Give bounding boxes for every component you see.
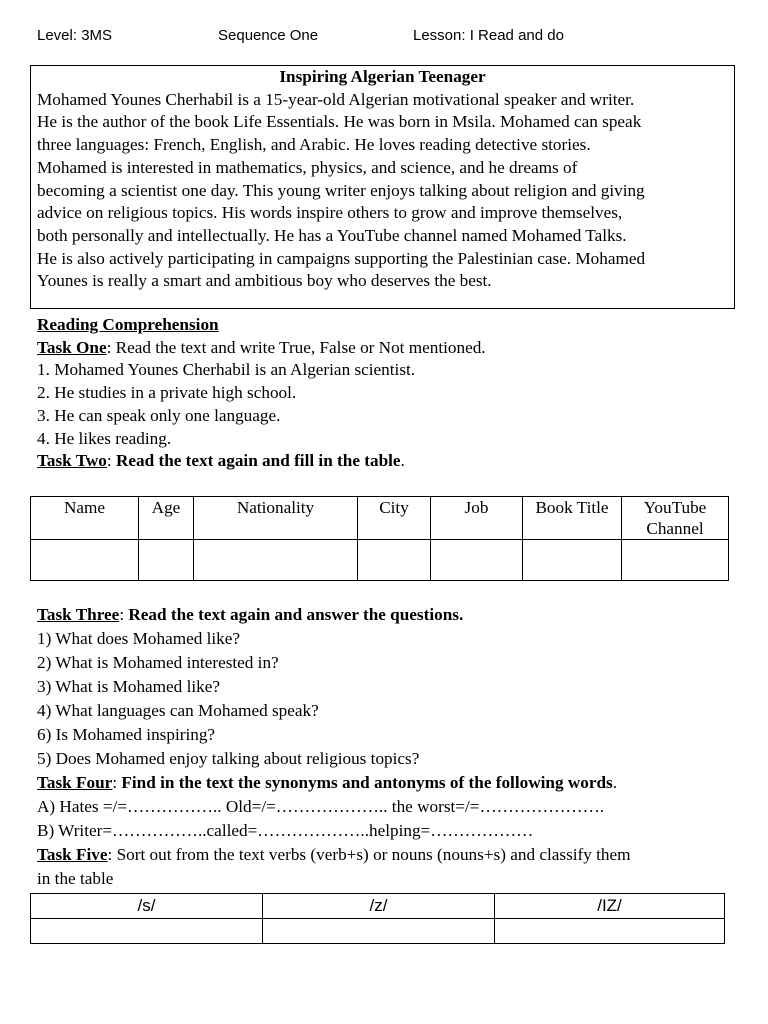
task-three-question: 6) Is Mohamed inspiring? xyxy=(37,725,216,744)
task-one-item: 3. He can speak only one language. xyxy=(37,405,281,425)
passage-line: He is also actively participating in campaigns supporting the Palestinian case. Mohamed xyxy=(37,248,646,268)
task-one-text: : Read the text and write True, False or Not mentioned. xyxy=(106,337,486,357)
answer-cell-city[interactable] xyxy=(358,540,431,581)
task-two-text: Read the text again and fill in the table xyxy=(115,451,401,471)
task-one-item: 1. Mohamed Younes Cherhabil is an Algerian scientist. xyxy=(37,360,416,380)
task-three-question: 3) What is Mohamed like? xyxy=(37,677,220,696)
answer-cell-book-title[interactable] xyxy=(523,540,622,581)
answer-cell-job[interactable] xyxy=(431,540,523,581)
column-header-youtube-channel: YouTube Channel xyxy=(622,497,729,540)
task-two-table xyxy=(30,496,729,581)
column-header-age: Age xyxy=(139,497,194,540)
answer-cell-age[interactable] xyxy=(139,540,194,581)
column-header-s: /s/ xyxy=(31,894,263,919)
column-header-job: Job xyxy=(431,497,523,540)
task-one-instruction xyxy=(37,337,486,360)
task-five-instruction xyxy=(37,843,631,867)
column-header-city: City xyxy=(358,497,431,540)
passage-title: Inspiring Algerian Teenager xyxy=(279,67,486,86)
passage-line: three languages: French, English, and Arabic. He loves reading detective stories. xyxy=(37,135,591,155)
task-four-label: Task Four xyxy=(37,773,113,792)
level-label: Level: 3MS xyxy=(37,27,113,44)
task-three-label: Task Three xyxy=(37,605,120,624)
task-three-instruction: Task Three: Read the text again and answer the questions. xyxy=(37,605,464,624)
answer-cell-youtube-channel[interactable] xyxy=(622,540,729,581)
passage-line: becoming a scientist one day. This young writer enjoys talking about religion and giving xyxy=(37,180,645,200)
column-header-book-title: Book Title xyxy=(523,497,622,540)
reading-passage-box xyxy=(30,65,735,309)
passage-line: He is the author of the book Life Essentials. He was born in Msila. Mohamed can speak xyxy=(37,112,642,132)
table-answer-row xyxy=(31,919,725,944)
task-five-instruction-cont: in the table xyxy=(37,869,114,888)
task-one-label: Task One xyxy=(37,337,107,357)
passage-line: Mohamed Younes Cherhabil is a 15-year-old Algerian motivational speaker and writer. xyxy=(37,89,635,109)
table-answer-row xyxy=(31,540,729,581)
task-five-text: : Sort out from the text verbs (verb+s) or nouns (nouns+s) and classify them xyxy=(107,845,631,864)
task-two-instruction: Task Two: Read the text again and fill in the table. xyxy=(37,451,405,471)
task-three-question: 5) Does Mohamed enjoy talking about religious topics? xyxy=(37,749,420,768)
task-four-line-b: B) Writer=……………..called=………………..helping=……………… xyxy=(37,821,534,840)
column-header-iz: /IZ/ xyxy=(495,894,725,919)
task-three-question: 2) What is Mohamed interested in? xyxy=(37,653,279,672)
task-five-table xyxy=(30,893,725,944)
task-one-item: 4. He likes reading. xyxy=(37,428,172,448)
answer-cell-s[interactable] xyxy=(31,919,263,944)
task-two-label: Task Two xyxy=(37,451,107,471)
answer-cell-name[interactable] xyxy=(31,540,139,581)
tasks-three-to-five xyxy=(37,603,631,891)
column-header-name: Name xyxy=(31,497,139,540)
passage-line: advice on religious topics. His words inspire others to grow and improve themselves, xyxy=(37,203,623,223)
comprehension-section xyxy=(37,314,486,473)
column-header-nationality: Nationality xyxy=(194,497,358,540)
column-header-z: /z/ xyxy=(263,894,495,919)
task-three-text: Read the text again and answer the questions. xyxy=(128,605,464,624)
task-four-line-a: A) Hates =/=…………….. Old=/=……………….. the worst=/=…………………. xyxy=(37,797,605,816)
passage-line: both personally and intellectually. He has a YouTube channel named Mohamed Talks. xyxy=(37,225,627,245)
task-one-item: 2. He studies in a private high school. xyxy=(37,383,297,403)
passage-line: Mohamed is interested in mathematics, physics, and science, and he dreams of xyxy=(37,157,578,177)
answer-cell-iz[interactable] xyxy=(495,919,725,944)
sequence-label: Sequence One xyxy=(218,27,319,44)
task-four-text: Find in the text the synonyms and antonyms of the following words xyxy=(121,773,613,792)
task-three-question: 4) What languages can Mohamed speak? xyxy=(37,701,319,720)
comprehension-heading: Reading Comprehension xyxy=(37,315,219,334)
table-header-row xyxy=(31,497,729,540)
answer-cell-z[interactable] xyxy=(263,919,495,944)
passage-line: Younes is really a smart and ambitious boy who deserves the best. xyxy=(37,271,492,291)
task-four-instruction: Task Four: Find in the text the synonyms and antonyms of the following words. xyxy=(37,773,618,792)
lesson-label: Lesson: I Read and do xyxy=(413,27,564,44)
table-header-row xyxy=(31,894,725,919)
answer-cell-nationality[interactable] xyxy=(194,540,358,581)
task-five-label: Task Five xyxy=(37,845,108,864)
task-three-question: 1) What does Mohamed like? xyxy=(37,629,241,648)
worksheet-header xyxy=(0,27,768,49)
